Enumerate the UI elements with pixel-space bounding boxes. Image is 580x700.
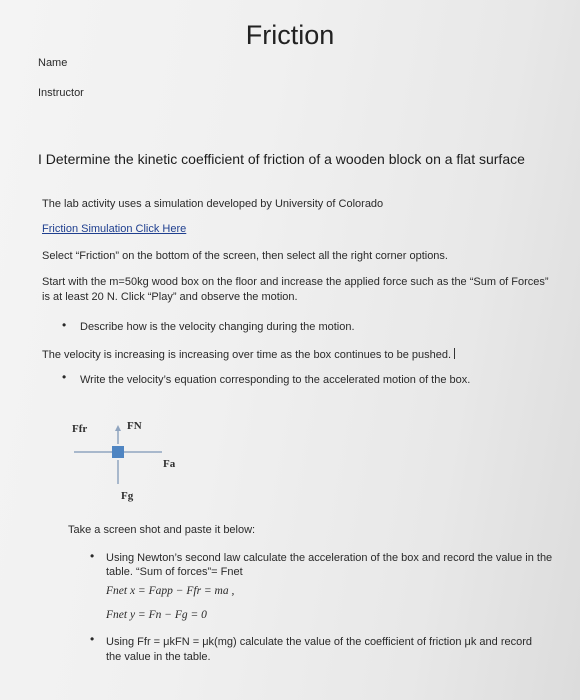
newton-instruction-line1: Using Newton’s second law calculate the acceleration of the box and record the value in the [106, 552, 553, 564]
friction-force-label: Ffr [72, 423, 88, 435]
bullet-dot: • [90, 632, 95, 646]
bullet-velocity-question: Describe how is the velocity changing during the motion. [80, 321, 355, 333]
instructor-label: Instructor [38, 87, 84, 99]
equation-net-x: Fnet x = Fapp − Ffr = ma , [106, 585, 235, 597]
section-heading: I Determine the kinetic coefficient of friction of a wooden block on a flat surface [38, 151, 525, 167]
bullet-velocity-equation: Write the velocity’s equation corresponding to the accelerated motion of the box. [80, 374, 471, 386]
gravity-force-label: Fg [121, 490, 134, 502]
applied-force-label: Fa [163, 458, 176, 470]
velocity-answer-text: The velocity is increasing is increasing over time as the box continues to be pushed. [42, 349, 452, 361]
mu-instruction-line2: the value in the table. [106, 651, 211, 663]
block-square [112, 446, 124, 458]
normal-arrowhead [115, 425, 121, 431]
bullet-dot: • [62, 370, 67, 384]
normal-force-label: FN [127, 420, 142, 432]
newton-instruction-line2: table. “Sum of forces”= Fnet [106, 566, 243, 578]
start-instruction-line1: Start with the m=50kg wood box on the floor and increase the applied force such as the “Sum of Forces” [42, 276, 549, 288]
intro-text: The lab activity uses a simulation developed by University of Colorado [42, 198, 384, 210]
equation-net-y: Fnet y = Fn − Fg = 0 [106, 609, 207, 621]
screenshot-prompt: Take a screen shot and paste it below: [68, 524, 256, 536]
simulation-link[interactable]: Friction Simulation Click Here [42, 223, 187, 235]
page-title: Friction [245, 20, 335, 50]
start-instruction-line2: is at least 20 N. Click “Play” and observe the motion. [42, 291, 298, 303]
mu-instruction-line1: Using Ffr = μkFN = μk(mg) calculate the value of the coefficient of friction μk and record [106, 636, 532, 648]
name-label: Name [38, 57, 68, 69]
bullet-dot: • [62, 318, 67, 332]
select-instruction: Select “Friction” on the bottom of the screen, then select all the right corner options. [42, 250, 448, 262]
bullet-dot: • [90, 549, 95, 563]
